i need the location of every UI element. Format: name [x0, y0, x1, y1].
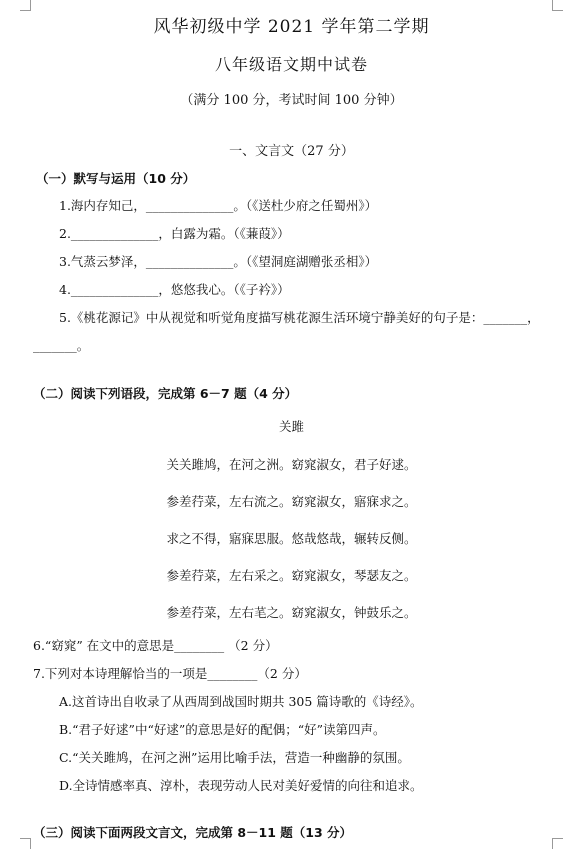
- exam-info: （满分 100 分，考试时间 100 分钟）: [180, 93, 403, 108]
- school-title: 风华初级中学 2021 学年第二学期: [153, 17, 430, 37]
- part3-heading: （三）阅读下面两段文言文，完成第 8－11 题（13 分）: [33, 825, 353, 840]
- option-d: D.全诗情感率真、淳朴，表现劳动人民对美好爱情的向往和追求。: [59, 778, 423, 793]
- poem-line: 参差荇菜，左右芼之。窈窕淑女，钟鼓乐之。: [166, 605, 417, 620]
- part1-heading: （一）默写与运用（10 分）: [36, 171, 196, 186]
- question-6: 6.“窈窕” 在文中的意思是________ （2 分）: [33, 638, 278, 653]
- option-c: C.“关关雎鸠，在河之洲”运用比喻手法，营造一种幽静的氛围。: [59, 750, 410, 765]
- crop-mark: [552, 838, 563, 849]
- option-b: B.“君子好逑”中“好逑”的意思是好的配偶；“好”读第四声。: [59, 722, 386, 737]
- poem-line: 参差荇菜，左右流之。窈窕淑女，寤寐求之。: [166, 494, 417, 509]
- section-title: 一、文言文（27 分）: [229, 144, 354, 159]
- option-a: A.这首诗出自收录了从西周到战国时期共 305 篇诗歌的《诗经》。: [59, 694, 423, 709]
- poem-line: 关关雎鸠，在河之洲。窈窕淑女，君子好逑。: [166, 457, 417, 472]
- exam-title: 八年级语文期中试卷: [214, 55, 368, 74]
- question-4: 4.______________，悠悠我心。（《子衿》）: [59, 282, 290, 297]
- poem-title: 关雎: [278, 419, 304, 434]
- poem-line: 求之不得，寤寐思服。悠哉悠哉，辗转反侧。: [166, 531, 417, 546]
- part2-heading: （二）阅读下列语段，完成第 6－7 题（4 分）: [33, 386, 298, 401]
- question-2: 2.______________，白露为霜。（《蒹葭》）: [59, 226, 290, 241]
- crop-mark: [20, 838, 31, 849]
- crop-mark: [552, 0, 563, 11]
- crop-mark: [20, 0, 31, 11]
- question-5-cont: _______。: [33, 338, 90, 353]
- question-1: 1.海内存知己，______________。（《送杜少府之任蜀州》）: [59, 198, 378, 213]
- question-7: 7.下列对本诗理解恰当的一项是________（2 分）: [33, 666, 307, 681]
- poem-line: 参差荇菜，左右采之。窈窕淑女，琴瑟友之。: [166, 568, 417, 583]
- question-3: 3.气蒸云梦泽，______________。（《望洞庭湖赠张丞相》）: [59, 254, 378, 269]
- question-5: 5.《桃花源记》中从视觉和听觉角度描写桃花源生活环境宁静美好的句子是：_______，: [59, 310, 540, 325]
